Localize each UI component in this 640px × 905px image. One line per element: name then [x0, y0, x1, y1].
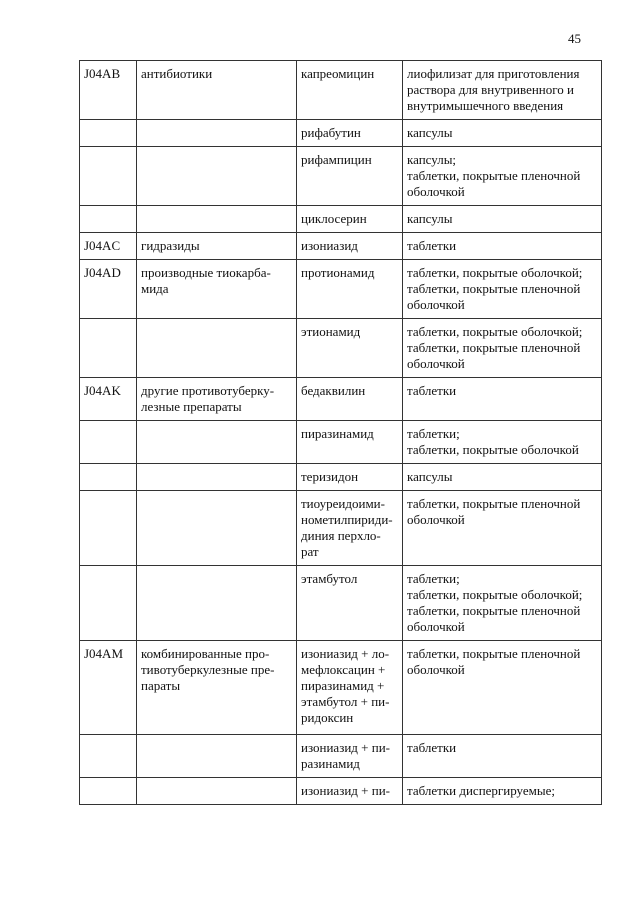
- table-body: [80, 61, 602, 805]
- dosage-form-cell: таблетки; таблетки, покрытые оболочкой: [403, 421, 602, 464]
- table-row: [80, 233, 602, 260]
- dosage-form-cell: таблетки, покрытые пленочной оболочкой: [403, 641, 602, 735]
- atc-code-cell: [80, 735, 137, 778]
- group-cell: [137, 491, 297, 566]
- atc-code-cell: [80, 491, 137, 566]
- atc-code-cell: [80, 566, 137, 641]
- table-row: [80, 566, 602, 641]
- dosage-form-cell: лиофилизат для приготовления раствора для внутривенного и внутримышечного введения: [403, 61, 602, 120]
- group-cell: [137, 778, 297, 805]
- drug-table: [79, 60, 602, 805]
- dosage-form-cell: таблетки, покрытые оболочкой; таблетки, покрытые пленочной оболочкой: [403, 319, 602, 378]
- atc-code-cell: [80, 464, 137, 491]
- drug-name-cell: этамбутол: [297, 566, 403, 641]
- atc-code-cell: J04AC: [80, 233, 137, 260]
- atc-code-cell: J04AD: [80, 260, 137, 319]
- table-row: [80, 378, 602, 421]
- drug-name-cell: изониазид + пи- разинамид: [297, 735, 403, 778]
- drug-name-cell: пиразинамид: [297, 421, 403, 464]
- drug-name-cell: протионамид: [297, 260, 403, 319]
- table-row: [80, 319, 602, 378]
- table-row: [80, 120, 602, 147]
- table-row: [80, 641, 602, 735]
- atc-code-cell: [80, 778, 137, 805]
- dosage-form-cell: капсулы: [403, 120, 602, 147]
- drug-name-cell: изониазид + пи-: [297, 778, 403, 805]
- drug-name-cell: теризидон: [297, 464, 403, 491]
- group-cell: [137, 735, 297, 778]
- table-row: [80, 206, 602, 233]
- group-cell: [137, 421, 297, 464]
- group-cell: [137, 566, 297, 641]
- dosage-form-cell: таблетки, покрытые оболочкой; таблетки, покрытые пленочной оболочкой: [403, 260, 602, 319]
- group-cell: гидразиды: [137, 233, 297, 260]
- atc-code-cell: [80, 319, 137, 378]
- atc-code-cell: [80, 206, 137, 233]
- dosage-form-cell: таблетки диспергируемые;: [403, 778, 602, 805]
- atc-code-cell: [80, 120, 137, 147]
- table-row: [80, 778, 602, 805]
- dosage-form-cell: капсулы: [403, 206, 602, 233]
- drug-name-cell: рифампицин: [297, 147, 403, 206]
- group-cell: производные тиокарба- мида: [137, 260, 297, 319]
- table-row: [80, 421, 602, 464]
- table-row: [80, 464, 602, 491]
- group-cell: антибиотики: [137, 61, 297, 120]
- dosage-form-cell: таблетки: [403, 378, 602, 421]
- dosage-form-cell: капсулы; таблетки, покрытые пленочной оболочкой: [403, 147, 602, 206]
- drug-name-cell: изониазид + ло- мефлоксацин + пиразинамид + этамбутол + пи- ридоксин: [297, 641, 403, 735]
- drug-name-cell: циклосерин: [297, 206, 403, 233]
- table-row: [80, 147, 602, 206]
- table-row: [80, 61, 602, 120]
- atc-code-cell: J04AM: [80, 641, 137, 735]
- dosage-form-cell: таблетки, покрытые пленочной оболочкой: [403, 491, 602, 566]
- group-cell: комбинированные про- тивотуберкулезные пре- параты: [137, 641, 297, 735]
- group-cell: [137, 120, 297, 147]
- atc-code-cell: [80, 147, 137, 206]
- dosage-form-cell: капсулы: [403, 464, 602, 491]
- table-row: [80, 491, 602, 566]
- group-cell: [137, 464, 297, 491]
- atc-code-cell: J04AK: [80, 378, 137, 421]
- drug-name-cell: капреомицин: [297, 61, 403, 120]
- drug-name-cell: тиоуреидоими- нометилпириди- диния перхло- рат: [297, 491, 403, 566]
- dosage-form-cell: таблетки: [403, 735, 602, 778]
- group-cell: [137, 147, 297, 206]
- drug-name-cell: рифабутин: [297, 120, 403, 147]
- table-row: [80, 260, 602, 319]
- page-number: 45: [568, 31, 581, 46]
- drug-name-cell: бедаквилин: [297, 378, 403, 421]
- table-row: [80, 735, 602, 778]
- group-cell: [137, 206, 297, 233]
- drug-name-cell: этионамид: [297, 319, 403, 378]
- drug-name-cell: изониазид: [297, 233, 403, 260]
- group-cell: другие противотуберку- лезные препараты: [137, 378, 297, 421]
- dosage-form-cell: таблетки: [403, 233, 602, 260]
- dosage-form-cell: таблетки; таблетки, покрытые оболочкой; таблетки, покрытые пленочной оболочкой: [403, 566, 602, 641]
- atc-code-cell: J04AB: [80, 61, 137, 120]
- group-cell: [137, 319, 297, 378]
- atc-code-cell: [80, 421, 137, 464]
